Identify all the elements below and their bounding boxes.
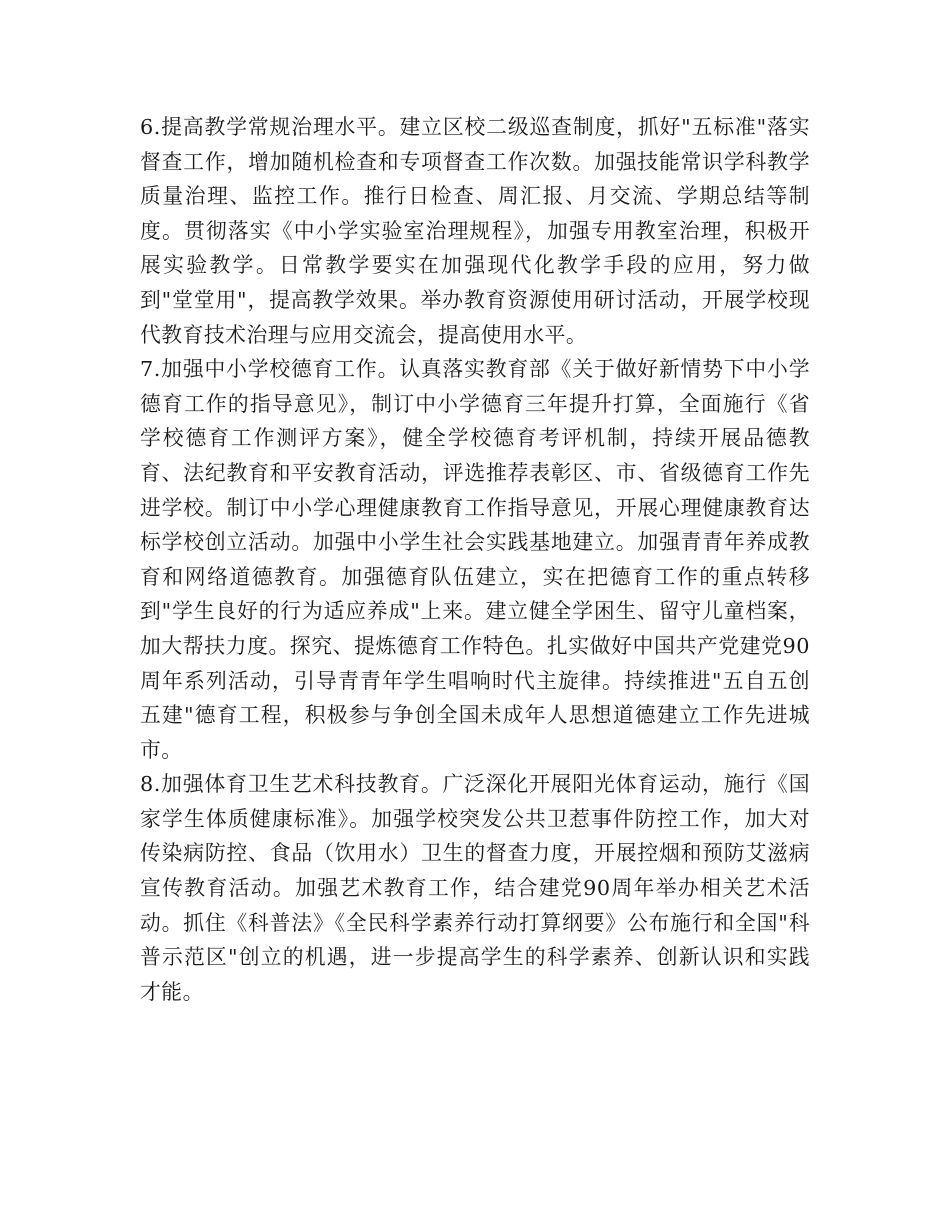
paragraph-teaching-routine: 6.提高教学常规治理水平。建立区校二级巡查制度，抓好"五标准"落实督查工作，增加随机检查和专项督查工作次数。加强技能常识学科教学质量治理、监控工作。推行日检查、周汇报、月交流、学期总结等制度。贯彻落实《中小学实验室治理规程》，加强专用教室治理，积极开展实验教学。日常教学要实在加强现代化教学手段的应用，努力做到"堂堂用"，提高教学效果。举办教育资源使用研讨活动，开展学校现代教育技术治理与应用交流会，提高使用水平。 (140, 115, 810, 347)
paragraph-sports-health-arts: 8.加强体育卫生艺术科技教育。广泛深化开展阳光体育运动，施行《国家学生体质健康标准》。加强学校突发公共卫惹事件防控工作，加大对传染病防控、食品（饮用水）卫生的督查力度，开展控烟和预防艾滋病宣传教育活动。加强艺术教育工作，结合建党90周年举办相关艺术活动。抓住《科普法》《全民科学素养行动打算纲要》公布施行和全国"科普示范区"创立的机遇，进一步提高学生的科学素养、创新认识和实践才能。 (140, 772, 810, 1004)
paragraph-moral-education: 7.加强中小学校德育工作。认真落实教育部《关于做好新情势下中小学德育工作的指导意见》，制订中小学德育三年提升打算，全面施行《省学校德育工作测评方案》，健全学校德育考评机制，持续开展品德教育、法纪教育和平安教育活动，评选推荐表彰区、市、省级德育工作先进学校。制订中小学心理健康教育工作指导意见，开展心理健康教育达标学校创立活动。加强中小学生社会实践基地建立。加强青青年养成教育和网络道德教育。加强德育队伍建立，实在把德育工作的重点转移到"学生良好的行为适应养成"上来。建立健全学困生、留守儿童档案，加大帮扶力度。探究、提炼德育工作特色。扎实做好中国共产党建党90周年系列活动，引导青青年学生唱响时代主旋律。持续推进"五自五创五建"德育工程，积极参与争创全国未成年人思想道德建立工作先进城市。 (140, 357, 810, 762)
document-body (140, 110, 810, 1009)
